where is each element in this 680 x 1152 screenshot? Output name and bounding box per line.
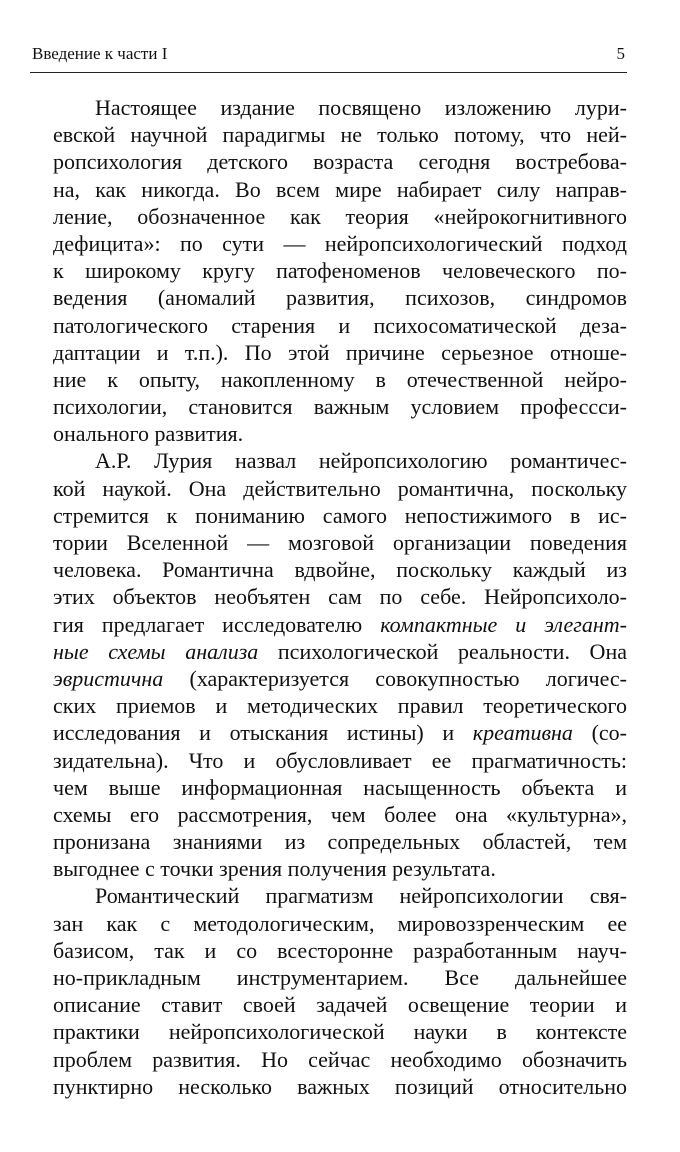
text-line: дефицита»: по сути — нейропсихологический подход (53, 230, 627, 256)
text-line: ление, обозначенное как теория «нейрокогнитивного (53, 203, 627, 229)
text-line: пронизана знаниями из сопредельных областей, тем (53, 829, 627, 855)
text-line: описание ставит своей задачей освещение теории и (53, 992, 627, 1018)
italic-run: компактные и элегант- (380, 611, 627, 637)
text-line: человека. Романтична вдвойне, поскольку каждый из (53, 557, 627, 583)
text-line: Романтический прагматизм нейропсихологии свя- (95, 883, 627, 909)
running-header (30, 44, 627, 73)
text-line: пунктирно несколько важных позиций относительно (53, 1073, 627, 1099)
text-line: схемы его рассмотрения, чем более она «культурна», (53, 801, 627, 827)
text-line (53, 611, 627, 638)
text-line: даптации и т.п.). По этой причине серьезное отноше- (53, 339, 627, 365)
text-run: гия предлагает исследователю (53, 611, 381, 637)
body-text (53, 94, 627, 1100)
italic-run: креативна (472, 720, 573, 746)
text-line: ние к опыту, накопленному в отечественной нейро- (53, 366, 627, 392)
paragraph (53, 94, 627, 447)
italic-run: ные схемы анализа (53, 638, 259, 664)
text-line: стремится к пониманию самого непостижимого в ис- (53, 502, 627, 528)
text-line: евской научной парадигмы не только потому, что ней- (53, 122, 627, 148)
text-line: психологии, становится важным условием профессси- (53, 394, 627, 420)
chapter-title: Введение к части I (32, 44, 168, 63)
text-line: но-прикладным инструментарием. Все дальнейшее (53, 965, 627, 990)
text-line: ведения (аномалий развития, психозов, синдромов (53, 285, 627, 311)
paragraph (53, 447, 627, 882)
paragraph (53, 882, 627, 1100)
text-line: кой наукой. Она действительно романтична, поскольку (53, 475, 627, 501)
text-line: выгоднее с точки зрения получения результата. (53, 856, 496, 882)
text-line (53, 665, 627, 692)
text-line: ских приемов и методических правил теоретического (53, 693, 627, 719)
text-line: зан как с методологическим, мировоззренческим ее (53, 910, 627, 936)
text-line: чем выше информационная насыщенность объекта и (53, 774, 627, 800)
text-line: к широкому кругу патофеноменов человеческого по- (53, 258, 627, 284)
text-line: зидательна). Что и обусловливает ее прагматичность: (53, 747, 627, 773)
text-run: (со- (572, 720, 627, 746)
text-line (53, 638, 627, 665)
text-line: базисом, так и со всесторонне разработанным науч- (53, 937, 627, 963)
text-line (53, 719, 627, 746)
text-line: ропсихология детского возраста сегодня востребова- (53, 149, 627, 175)
text-line: А.Р. Лурия назвал нейропсихологию романтичес- (95, 448, 627, 474)
text-run: исследования и отыскания истины) и (53, 720, 473, 746)
text-line: Настоящее издание посвящено изложению лури- (95, 95, 627, 120)
text-line: практики нейропсихологической науки в контексте (53, 1019, 627, 1045)
text-run: (характеризуется совокупностью логичес- (163, 665, 627, 691)
page-number: 5 (616, 44, 625, 63)
text-line: проблем развития. Но сейчас необходимо обозначить (53, 1046, 627, 1072)
text-run: психологической реальности. Она (258, 638, 627, 664)
text-line: этих объектов необъятен сам по себе. Нейропсихоло- (53, 584, 627, 610)
text-line: патологического старения и психосоматической деза- (53, 312, 627, 338)
text-line: на, как никогда. Во всем мире набирает силу направ- (53, 176, 627, 202)
text-line: тории Вселенной — мозговой организации поведения (53, 530, 627, 555)
text-line: онального развития. (53, 421, 244, 447)
italic-run: эвристична (53, 665, 164, 691)
